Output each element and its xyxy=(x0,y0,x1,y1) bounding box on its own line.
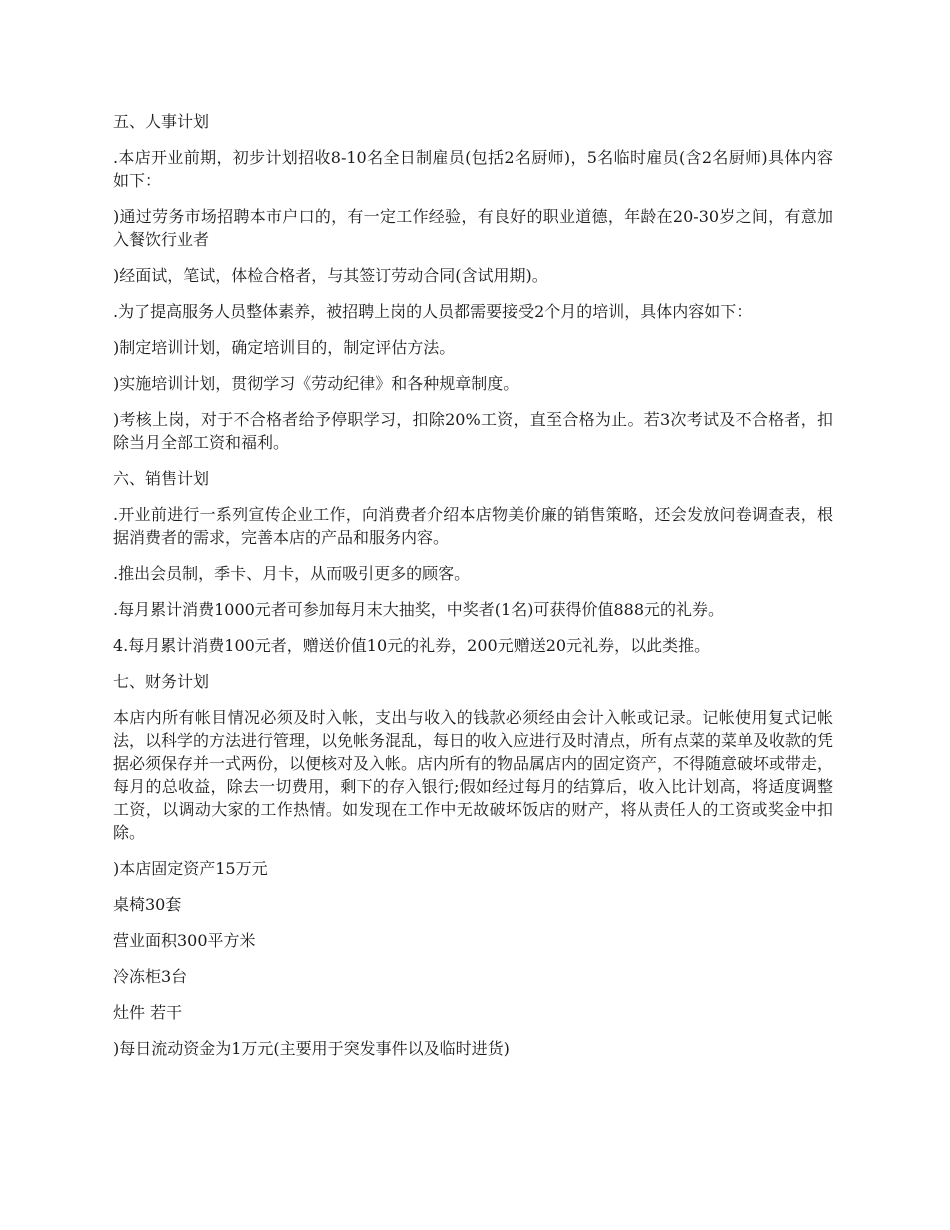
section-heading-sales: 六、销售计划 xyxy=(113,469,210,488)
paragraph: )考核上岗，对于不合格者给予停职学习，扣除20%工资，直至合格为止。若3次考试及不合格者，扣除当月全部工资和福利。 xyxy=(113,410,833,452)
paragraph: .本店开业前期，初步计划招收8-10名全日制雇员(包括2名厨师)，5名临时雇员(含2名厨师)具体内容如下： xyxy=(113,148,833,190)
paragraph: 冷冻柜3台 xyxy=(113,967,188,986)
paragraph: )实施培训计划，贯彻学习《劳动纪律》和各种规章制度。 xyxy=(113,374,520,393)
paragraph: )每日流动资金为1万元(主要用于突发事件以及临时进货) xyxy=(113,1039,510,1058)
paragraph: )本店固定资产15万元 xyxy=(113,859,268,878)
paragraph: 桌椅30套 xyxy=(113,895,182,914)
paragraph: 营业面积300平方米 xyxy=(113,931,256,950)
paragraph: )通过劳务市场招聘本市户口的，有一定工作经验，有良好的职业道德，年龄在20-30岁之间，有意加入餐饮行业者 xyxy=(113,207,833,249)
section-heading-finance: 七、财务计划 xyxy=(113,672,210,691)
paragraph: .每月累计消费1000元者可参加每月末大抽奖，中奖者(1名)可获得价值888元的礼券。 xyxy=(113,600,725,619)
paragraph: 本店内所有帐目情况必须及时入帐，支出与收入的钱款必须经由会计入帐或记录。记帐使用复式记帐法，以科学的方法进行管理，以免帐务混乱，每日的收入应进行及时清点，所有点菜的菜单及收款的凭据必须保存并一式两份，以便核对及入帐。店内所有的物品属店内的固定资产，不得随意破坏或带走，每月的总收益，除去一切费用，剩下的存入银行;假如经过每月的结算后，收入比计划高，将适度调整工资，以调动大家的工作热情。如发现在工作中无故破坏饭店的财产，将从责任人的工资或奖金中扣除。 xyxy=(113,708,834,842)
paragraph: .开业前进行一系列宣传企业工作，向消费者介绍本店物美价廉的销售策略，还会发放问卷调查表，根据消费者的需求，完善本店的产品和服务内容。 xyxy=(113,505,833,547)
paragraph: .为了提高服务人员整体素养，被招聘上岗的人员都需要接受2个月的培训，具体内容如下： xyxy=(113,302,753,321)
paragraph: .推出会员制，季卡、月卡，从而吸引更多的顾客。 xyxy=(113,564,471,583)
document-page xyxy=(113,110,833,1073)
paragraph: 4.每月累计消费100元者，赠送价值10元的礼券，200元赠送20元礼券，以此类推。 xyxy=(113,636,711,655)
paragraph: 灶件 若干 xyxy=(113,1003,183,1022)
section-heading-personnel: 五、人事计划 xyxy=(113,112,210,131)
paragraph: )制定培训计划，确定培训目的，制定评估方法。 xyxy=(113,338,456,357)
paragraph: )经面试，笔试，体检合格者，与其签订劳动合同(含试用期)。 xyxy=(113,266,548,285)
